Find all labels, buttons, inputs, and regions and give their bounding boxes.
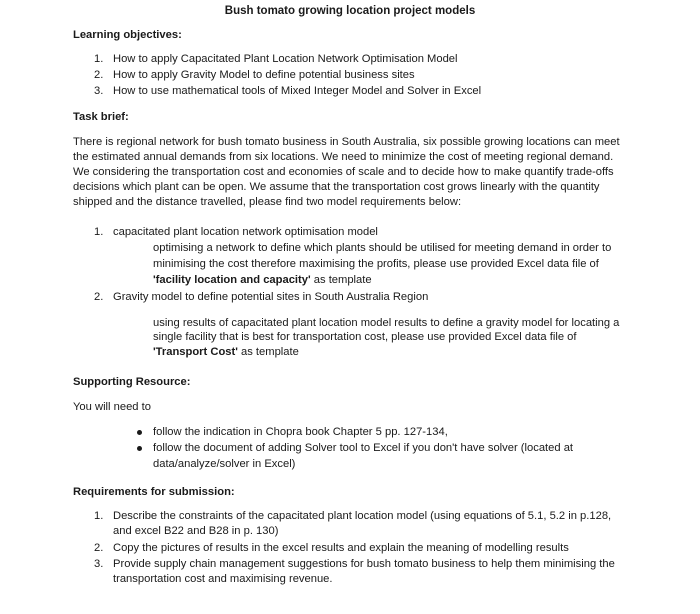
supporting-item: follow the indication in Chopra book Chapter 5 pp. 127-134, (153, 426, 448, 438)
model2-file-name: 'Transport Cost' (153, 346, 238, 358)
model2-description: single facility that is best for transportation cost, please use provided Excel data file of (153, 331, 577, 343)
task-paragraph-line: There is regional network for bush tomato business in South Australia, six possible growing locations can meet (73, 136, 620, 148)
learning-item-number: 3. (94, 85, 104, 97)
page-title: Bush tomato growing location project models (224, 5, 476, 17)
task-brief-heading: Task brief: (73, 111, 129, 123)
supporting-item-continuation: data/analyze/solver in Excel) (153, 458, 296, 470)
task-paragraph-line: decisions which plant can be open. We assume that the transportation cost grows linearly with the quantity (73, 181, 600, 193)
model1-title: capacitated plant location network optimisation model (113, 226, 378, 238)
task-paragraph-line: the estimated annual demands from six locations. We need to minimize the cost of meeting regional demand. (73, 151, 614, 163)
bullet-icon (137, 446, 142, 451)
learning-item: How to apply Capacitated Plant Location Network Optimisation Model (113, 53, 458, 65)
learning-item: How to use mathematical tools of Mixed Integer Model and Solver in Excel (113, 85, 482, 97)
model1-description: minimising the cost therefore maximising the profits, please use provided Excel data file of (153, 258, 599, 270)
requirement-item: Provide supply chain management suggestions for bush tomato business to help them minimising the (113, 558, 615, 570)
model1-number: 1. (94, 226, 104, 238)
supporting-item: follow the document of adding Solver tool to Excel if you don't have solver (located at (153, 442, 574, 454)
requirement-item: Describe the constraints of the capacitated plant location model (using equations of 5.1, 5.2 in p.128, (113, 510, 612, 522)
model2-template-suffix: as template (237, 346, 299, 358)
bullet-icon (137, 430, 142, 435)
supporting-resource-heading: Supporting Resource: (73, 376, 191, 388)
model1-file-name: 'facility location and capacity' (153, 274, 311, 286)
learning-item-number: 2. (94, 69, 104, 81)
requirement-number: 1. (94, 510, 104, 522)
model2-template-line (153, 345, 299, 360)
requirement-item: Copy the pictures of results in the excel results and explain the meaning of modelling results (113, 542, 569, 554)
requirement-item-continuation: transportation cost and maximising revenue. (113, 573, 333, 585)
model2-title: Gravity model to define potential sites in South Australia Region (113, 291, 429, 303)
learning-item: How to apply Gravity Model to define potential business sites (113, 69, 415, 81)
requirements-heading: Requirements for submission: (73, 486, 235, 498)
model1-template-suffix: as template (310, 274, 372, 286)
requirement-number: 2. (94, 542, 104, 554)
supporting-intro: You will need to (73, 401, 151, 413)
model2-description: using results of capacitated plant location model results to define a gravity model for locating a (153, 317, 620, 329)
model2-number: 2. (94, 291, 104, 303)
task-paragraph-line: We considering the transportation cost and economies of scale and to decide how to make quantify trade-offs (73, 166, 614, 178)
task-paragraph-line: shipped and the distance travelled, please find two model requirements below: (73, 196, 462, 208)
learning-objectives-heading: Learning objectives: (73, 29, 182, 41)
requirement-item-continuation: and excel B22 and B28 in p. 130) (113, 525, 279, 537)
model1-description: optimising a network to define which plants should be utilised for meeting demand in order to (153, 242, 612, 254)
requirement-number: 3. (94, 558, 104, 570)
model1-template-line (153, 273, 372, 288)
learning-item-number: 1. (94, 53, 104, 65)
